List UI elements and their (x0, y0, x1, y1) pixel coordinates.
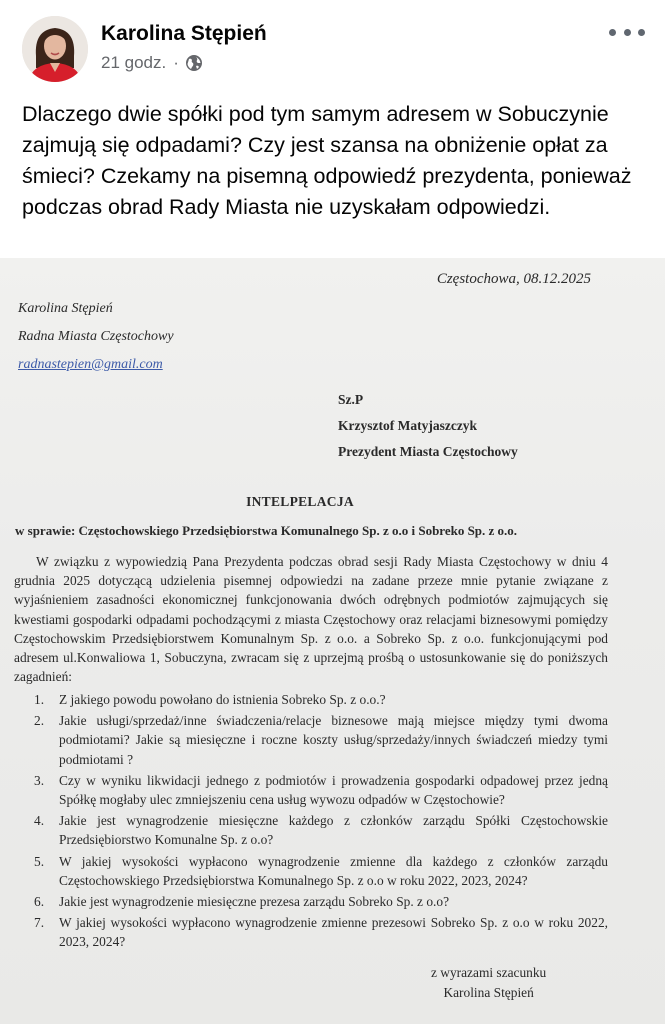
question-item (14, 771, 608, 809)
question-text: W jakiej wysokości wypłacono wynagrodzenie zmienne prezesowi Sobreko Sp. z o.o w roku 2022, 2023, 2024? (59, 915, 608, 950)
question-text: W jakiej wysokości wypłacono wynagrodzenie zmienne dla każdego z członków zarządu Częstochowskiego Przedsiębiorstwa Komunalnego Sp. z o.o w roku 2022, 2023, 2024? (59, 853, 608, 888)
letter-subject: w sprawie: Częstochowskiego Przedsiębiorstwa Komunalnego Sp. z o.o i Sobreko Sp. z o.o. (15, 523, 518, 538)
avatar-portrait (22, 16, 88, 82)
question-number: 5. (34, 853, 45, 869)
letter-sender (18, 295, 174, 379)
post-header (0, 0, 665, 258)
avatar[interactable] (22, 16, 88, 82)
question-text: Czy w wyniku likwidacji jednego z podmiotów i prowadzenia gospodarki odpadowej przez jedną Spółkę mogłaby ulec zmniejszeniu cena usług wywozu odpadów w Częstochowie? (59, 772, 608, 808)
question-item (14, 690, 608, 709)
recipient-role: Prezydent Miasta Częstochowy (338, 444, 518, 459)
letter-title: INTELPELACJA (246, 494, 354, 509)
globe-icon[interactable] (185, 54, 203, 72)
question-number: 4. (34, 813, 45, 829)
meta-separator: · (173, 53, 179, 72)
more-options-icon[interactable] (609, 22, 645, 42)
letter-body: W związku z wypowiedzią Pana Prezydenta podczas obrad sesji Rady Miasta Częstochowy w dniu 4 grudnia 2025 dotyczącą udzielenia pisemnej odpowiedzi na zadane przeze mnie pytanie związane z wyjaśnieniem zasadności ekonomicznej funkcjonowania dwóch odrębnych podmiotów zajmujących się kwestiami gospodarki odpadami pochodzącymi z miasta Częstochowy oraz relacjami biznesowymi pomiędzy Częstochowskim Przedsiębiorstwem Komunalnym Sp. z o.o. a Sobreko Sp. z o.o. funkcjonującymi pod adresem ul.Konwaliowa 1, Sobuczyna, zwracam się z uprzejmą prośbą o ustosunkowanie się do poniższych zagadnień: (14, 554, 608, 685)
signature: Karolina Stępień (443, 985, 534, 1000)
post-photo-letter[interactable] (0, 258, 665, 1024)
sender-name: Karolina Stępień (18, 301, 113, 316)
question-item (14, 892, 608, 911)
question-text: Jakie usługi/sprzedaż/inne świadczenia/relacje biznesowe mają miejsce między tymi dwoma podmiotami? Jakie są miesięczne i roczne koszty usług/sprzedaży/innych świadczeń miedzy tymi podmiotami ? (59, 713, 608, 767)
question-number: 1. (34, 692, 45, 707)
sender-email: radnastepien@gmail.com (18, 357, 163, 372)
question-number: 2. (34, 713, 45, 729)
post-meta (101, 53, 203, 73)
recipient-salutation: Sz.P (338, 392, 364, 407)
question-item (14, 913, 608, 951)
question-number: 3. (34, 772, 45, 788)
letter-closing (431, 963, 546, 1003)
question-item (14, 811, 608, 849)
question-text: Jakie jest wynagrodzenie miesięczne prezesa zarządu Sobreko Sp. z o.o? (59, 894, 450, 910)
question-list (14, 690, 608, 954)
post-text: Dlaczego dwie spółki pod tym samym adresem w Sobuczynie zajmują się odpadami? Czy jest szansa na obniżenie opłat za śmieci? Czekamy na pisemną odpowiedź prezydenta, ponieważ podczas obrad Rady Miasta nie uzyskałam odpowiedzi. (22, 102, 632, 219)
closing-phrase: z wyrazami szacunku (431, 965, 547, 980)
question-number: 7. (34, 915, 45, 931)
letter-recipient (338, 387, 518, 465)
letter-date: Częstochowa, 08.12.2025 (436, 271, 591, 287)
question-number: 6. (34, 894, 45, 910)
question-text: Z jakiego powodu powołano do istnienia Sobreko Sp. z o.o.? (59, 692, 386, 707)
post-time[interactable]: 21 godz. (101, 53, 167, 72)
post-author[interactable]: Karolina Stępień (101, 22, 267, 45)
recipient-name: Krzysztof Matyjaszczyk (338, 418, 478, 433)
question-item (14, 711, 608, 769)
question-item (14, 852, 608, 890)
sender-role: Radna Miasta Częstochowy (18, 329, 174, 344)
question-text: Jakie jest wynagrodzenie miesięczne każdego z członków zarządu Spółki Częstochowskie Przedsiębiorstwo Komunalne Sp. z o.o? (59, 813, 608, 848)
